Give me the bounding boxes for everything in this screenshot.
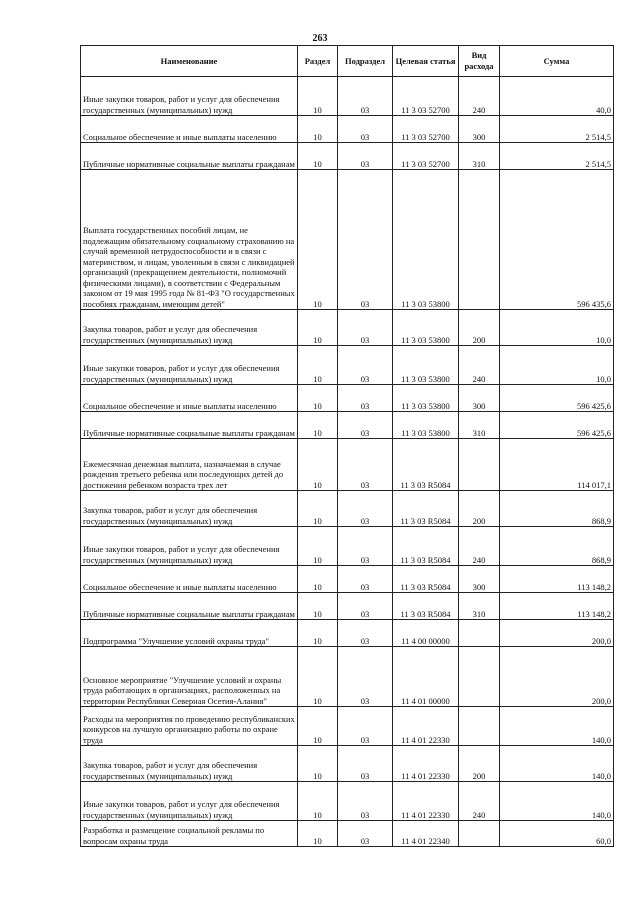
row-name-cell: Закупка товаров, работ и услуг для обеспечения государственных (муниципальных) нужд — [81, 746, 298, 782]
row-expense-type-cell: 310 — [459, 593, 500, 620]
row-expense-type-cell: 310 — [459, 412, 500, 439]
row-expense-type-cell — [459, 707, 500, 746]
row-section-cell: 10 — [298, 647, 338, 707]
table-row — [81, 412, 614, 439]
row-section-cell: 10 — [298, 707, 338, 746]
row-expense-type-cell — [459, 647, 500, 707]
row-sum-cell: 868,9 — [500, 527, 614, 566]
row-subsection-cell: 03 — [338, 346, 393, 385]
table-row — [81, 346, 614, 385]
row-article-cell: 11 4 01 22330 — [393, 707, 459, 746]
row-sum-cell: 114 017,1 — [500, 439, 614, 491]
row-subsection-cell: 03 — [338, 310, 393, 346]
row-subsection-cell: 03 — [338, 593, 393, 620]
row-expense-type-cell: 300 — [459, 566, 500, 593]
row-name-cell: Разработка и размещение социальной рекламы по вопросам охраны труда — [81, 821, 298, 847]
table-row — [81, 491, 614, 527]
table-row — [81, 647, 614, 707]
row-sum-cell: 140,0 — [500, 782, 614, 821]
row-expense-type-cell — [459, 170, 500, 310]
row-section-cell: 10 — [298, 77, 338, 116]
table-row — [81, 310, 614, 346]
row-expense-type-cell: 310 — [459, 143, 500, 170]
row-section-cell: 10 — [298, 310, 338, 346]
row-article-cell: 11 3 03 53800 — [393, 346, 459, 385]
row-sum-cell: 2 514,5 — [500, 116, 614, 143]
row-section-cell: 10 — [298, 412, 338, 439]
row-subsection-cell: 03 — [338, 170, 393, 310]
header-expense-type: Вид расхода — [459, 46, 500, 77]
row-sum-cell: 140,0 — [500, 746, 614, 782]
table-row — [81, 385, 614, 412]
row-article-cell: 11 3 03 53800 — [393, 385, 459, 412]
row-sum-cell: 113 148,2 — [500, 593, 614, 620]
row-article-cell: 11 4 01 22330 — [393, 782, 459, 821]
budget-table — [80, 45, 614, 847]
row-sum-cell: 200,0 — [500, 620, 614, 647]
row-section-cell: 10 — [298, 116, 338, 143]
table-row — [81, 566, 614, 593]
row-name-cell: Расходы на мероприятия по проведению республиканских конкурсов на лучшую организацию работы по охране труда — [81, 707, 298, 746]
row-subsection-cell: 03 — [338, 707, 393, 746]
row-section-cell: 10 — [298, 170, 338, 310]
row-name-cell: Публичные нормативные социальные выплаты гражданам — [81, 593, 298, 620]
table-row — [81, 593, 614, 620]
row-name-cell: Социальное обеспечение и иные выплаты населению — [81, 566, 298, 593]
table-row — [81, 116, 614, 143]
row-section-cell: 10 — [298, 346, 338, 385]
row-expense-type-cell: 200 — [459, 491, 500, 527]
row-article-cell: 11 4 01 22340 — [393, 821, 459, 847]
row-section-cell: 10 — [298, 782, 338, 821]
row-article-cell: 11 3 03 53800 — [393, 412, 459, 439]
header-section: Раздел — [298, 46, 338, 77]
row-expense-type-cell: 240 — [459, 527, 500, 566]
table-row — [81, 77, 614, 116]
row-subsection-cell: 03 — [338, 412, 393, 439]
row-sum-cell: 2 514,5 — [500, 143, 614, 170]
table-row — [81, 707, 614, 746]
row-article-cell: 11 3 03 53800 — [393, 310, 459, 346]
row-name-cell: Социальное обеспечение и иные выплаты населению — [81, 385, 298, 412]
header-sum: Сумма — [500, 46, 614, 77]
row-expense-type-cell: 300 — [459, 116, 500, 143]
row-sum-cell: 596 425,6 — [500, 412, 614, 439]
row-expense-type-cell: 240 — [459, 77, 500, 116]
row-expense-type-cell: 200 — [459, 746, 500, 782]
row-subsection-cell: 03 — [338, 566, 393, 593]
row-name-cell: Основное мероприятие "Улучшение условий и охраны труда работающих в организациях, расположенных на территории Республики Северная Осетия-Алания" — [81, 647, 298, 707]
row-subsection-cell: 03 — [338, 116, 393, 143]
row-section-cell: 10 — [298, 143, 338, 170]
row-name-cell: Иные закупки товаров, работ и услуг для обеспечения государственных (муниципальных) нужд — [81, 346, 298, 385]
row-expense-type-cell: 300 — [459, 385, 500, 412]
row-sum-cell: 596 435,6 — [500, 170, 614, 310]
table-row — [81, 527, 614, 566]
row-name-cell: Публичные нормативные социальные выплаты гражданам — [81, 143, 298, 170]
row-sum-cell: 60,0 — [500, 821, 614, 847]
row-name-cell: Иные закупки товаров, работ и услуг для обеспечения государственных (муниципальных) нужд — [81, 77, 298, 116]
row-expense-type-cell: 200 — [459, 310, 500, 346]
row-name-cell: Закупка товаров, работ и услуг для обеспечения государственных (муниципальных) нужд — [81, 310, 298, 346]
row-article-cell: 11 3 03 53800 — [393, 170, 459, 310]
row-name-cell: Иные закупки товаров, работ и услуг для обеспечения государственных (муниципальных) нужд — [81, 782, 298, 821]
row-name-cell: Подпрограмма "Улучшение условий охраны труда" — [81, 620, 298, 647]
header-name: Наименование — [81, 46, 298, 77]
table-row — [81, 439, 614, 491]
row-sum-cell: 200,0 — [500, 647, 614, 707]
row-subsection-cell: 03 — [338, 782, 393, 821]
header-subsection: Подраздел — [338, 46, 393, 77]
row-subsection-cell: 03 — [338, 620, 393, 647]
row-section-cell: 10 — [298, 746, 338, 782]
row-article-cell: 11 3 03 52700 — [393, 116, 459, 143]
table-row — [81, 620, 614, 647]
row-name-cell: Ежемесячная денежная выплата, назначаемая в случае рождения третьего ребенка или последующих детей до достижения ребенком возраста трех лет — [81, 439, 298, 491]
row-subsection-cell: 03 — [338, 143, 393, 170]
row-article-cell: 11 3 03 R5084 — [393, 491, 459, 527]
row-article-cell: 11 3 03 R5084 — [393, 566, 459, 593]
row-subsection-cell: 03 — [338, 491, 393, 527]
row-subsection-cell: 03 — [338, 439, 393, 491]
row-article-cell: 11 3 03 52700 — [393, 143, 459, 170]
table-row — [81, 821, 614, 847]
row-name-cell: Публичные нормативные социальные выплаты гражданам — [81, 412, 298, 439]
row-name-cell: Иные закупки товаров, работ и услуг для обеспечения государственных (муниципальных) нужд — [81, 527, 298, 566]
row-article-cell: 11 3 03 52700 — [393, 77, 459, 116]
row-section-cell: 10 — [298, 491, 338, 527]
row-name-cell: Выплата государственных пособий лицам, не подлежащим обязательному социальному страхованию на случай временной нетрудоспособности и в связи с материнством, и лицам, уволенным в связи с ликвидацией организаций (прекращением деятельности, полномочий физическими лицами), в соответствии с Федеральным законом от 19 мая 1995 года № 81-ФЗ "О государственных пособиях гражданам, имеющим детей" — [81, 170, 298, 310]
row-section-cell: 10 — [298, 593, 338, 620]
row-article-cell: 11 4 01 22330 — [393, 746, 459, 782]
row-sum-cell: 113 148,2 — [500, 566, 614, 593]
row-subsection-cell: 03 — [338, 527, 393, 566]
row-expense-type-cell — [459, 439, 500, 491]
table-row — [81, 170, 614, 310]
row-sum-cell: 140,0 — [500, 707, 614, 746]
row-expense-type-cell: 240 — [459, 782, 500, 821]
row-section-cell: 10 — [298, 385, 338, 412]
row-section-cell: 10 — [298, 566, 338, 593]
row-subsection-cell: 03 — [338, 746, 393, 782]
table-row — [81, 143, 614, 170]
row-section-cell: 10 — [298, 821, 338, 847]
row-sum-cell: 596 425,6 — [500, 385, 614, 412]
row-sum-cell: 868,9 — [500, 491, 614, 527]
table-body — [81, 77, 614, 847]
row-name-cell: Закупка товаров, работ и услуг для обеспечения государственных (муниципальных) нужд — [81, 491, 298, 527]
row-article-cell: 11 3 03 R5084 — [393, 439, 459, 491]
row-subsection-cell: 03 — [338, 821, 393, 847]
row-section-cell: 10 — [298, 620, 338, 647]
page-number: 263 — [312, 33, 328, 44]
row-expense-type-cell: 240 — [459, 346, 500, 385]
row-article-cell: 11 4 00 00000 — [393, 620, 459, 647]
row-sum-cell: 40,0 — [500, 77, 614, 116]
row-expense-type-cell — [459, 620, 500, 647]
row-sum-cell: 10,0 — [500, 310, 614, 346]
row-section-cell: 10 — [298, 439, 338, 491]
row-name-cell: Социальное обеспечение и иные выплаты населению — [81, 116, 298, 143]
header-article: Целевая статья — [393, 46, 459, 77]
row-expense-type-cell — [459, 821, 500, 847]
table-row — [81, 782, 614, 821]
row-article-cell: 11 3 03 R5084 — [393, 593, 459, 620]
row-article-cell: 11 4 01 00000 — [393, 647, 459, 707]
row-article-cell: 11 3 03 R5084 — [393, 527, 459, 566]
row-section-cell: 10 — [298, 527, 338, 566]
row-subsection-cell: 03 — [338, 77, 393, 116]
table-header-row — [81, 46, 614, 77]
row-subsection-cell: 03 — [338, 385, 393, 412]
row-subsection-cell: 03 — [338, 647, 393, 707]
table-row — [81, 746, 614, 782]
row-sum-cell: 10,0 — [500, 346, 614, 385]
